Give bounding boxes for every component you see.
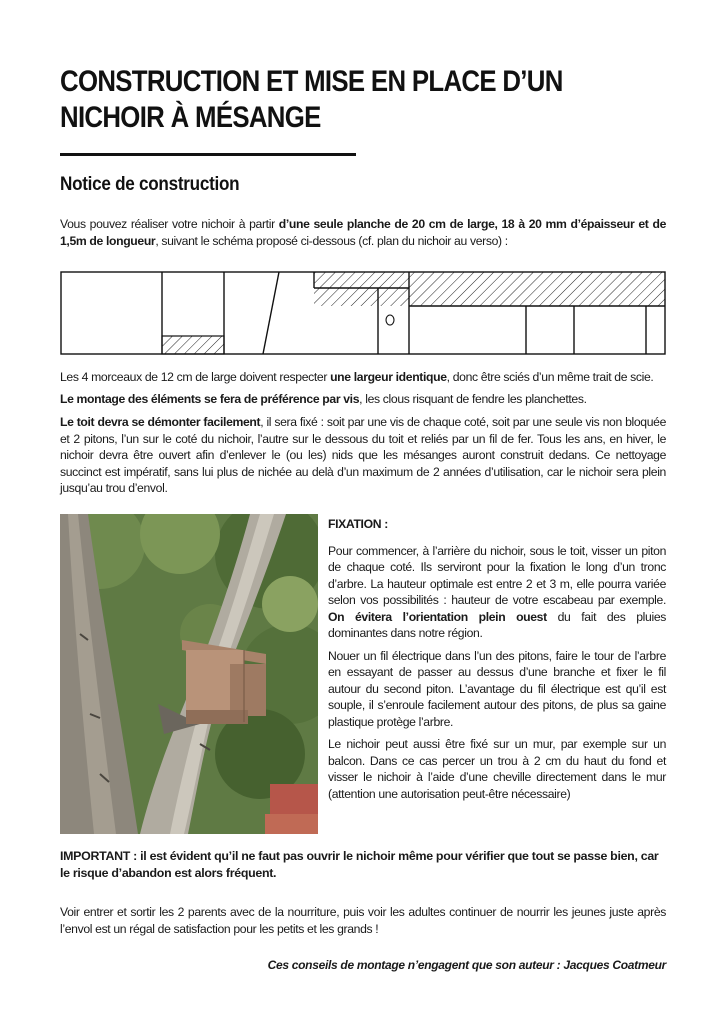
title-line-1: CONSTRUCTION ET MISE EN PLACE D’UN [60,65,563,98]
section-subtitle: Notice de construction [60,174,240,195]
p1-bold: une largeur identique [330,370,447,384]
hatched-region-top [314,272,665,306]
fixation-section [328,516,666,808]
fixation-paragraph-2: Nouer un fil électrique dans l’un des pitons, faire le tour de l’arbre en essayant de passer au dessus d’une branche et fixer le fil autour du second piton. L’avantage du fil électrique est qu’il est souple, il s’enroule facilement autour des pitons, de plus sa gaine plastique protège l’arbre. [328,648,666,729]
p2-text: , les clous risquant de fendre les planchettes. [359,392,587,406]
intro-bold: d’une seule planche de 20 cm de large, 18 à 20 mm d’épaisseur et de 1,5m de longueur [60,217,666,248]
fixation-paragraph-1 [328,543,666,642]
p3-text: , il sera fixé : soit par une vis de chaque coté, soit par une seule vis non bloquée et 2 pitons, l’un sur le coté du nichoir, l’autre sur le dessous du toit et reliés par un fil de fer. Tous les ans, en hiver, le nichoir devra être ouvert afin d’enlever le (ou les) nids que les mésanges auront construit dedans. Ce nettoyage succinct est impératif, sans lui plus de nichée au delà d’un maximum de 2 années d’utilisation, car le nichoir sera plein jusqu’au trou d’envol. [60,415,667,495]
p3-bold: Le toit devra se démonter facilement [60,415,261,429]
paragraph-assembly [60,391,666,408]
f1-bold: On évitera l’orientation plein ouest [328,609,547,624]
hatched-region-small [162,336,224,354]
f1-text-1: Pour commencer, à l’arrière du nichoir, sous le toit, visser un piton de chaque coté. Ils serviront pour la fixation le long d’un tronc d’arbre. La hauteur optimale est entre 2 et 3 m, elle pourra variée selon vos possibilités : hauteur de votre escabeau par exemple. [328,543,666,607]
closing-paragraph: Voir entrer et sortir les 2 parents avec de la nourriture, puis voir les adultes continuer de nourrir les jeunes juste après l’envol est un régal de satisfaction pour les petits et les grands ! [60,905,666,936]
title-underline [60,153,356,156]
entrance-hole-icon [386,315,394,325]
p1-text-1: Les 4 morceaux de 12 cm de large doivent respecter [60,370,331,384]
birdhouse-on-tree-icon [60,514,318,834]
fixation-paragraph-3: Le nichoir peut aussi être fixé sur un mur, par exemple sur un balcon. Dans ce cas percer un trou à 2 cm du haut du fond et visser le nichoir à l’aide d’une cheville directement dans le mur (attention une autorisation peut-être nécessaire) [328,737,666,801]
intro-text-2: , suivant le schéma proposé ci-dessous (cf. plan du nichoir au verso) : [155,233,508,248]
birdhouse-photo [60,514,318,834]
author-credit: Ces conseils de montage n’engagent que son auteur : Jacques Coatmeur [267,958,666,972]
intro-paragraph [60,216,666,249]
paragraph-width [60,369,666,386]
page-title [60,64,593,136]
important-notice: IMPORTANT : il est évident qu’il ne faut pas ouvrir le nichoir même pour vérifier que tout se passe bien, car le risque d’abandon est alors fréquent. [60,849,659,880]
title-line-2: NICHOIR À MÉSANGE [60,101,321,134]
p2-bold: Le montage des éléments se fera de préférence par vis [60,392,360,406]
paragraph-roof [60,414,666,497]
p1-text-2: , donc être sciés d’un même trait de scie. [446,370,654,384]
f1-text-2: du fait des pluies dominantes dans notre région. [328,609,666,640]
intro-text-1: Vous pouvez réaliser votre nichoir à partir [60,217,279,231]
fixation-heading: FIXATION : [328,517,388,531]
plank-cutting-diagram [60,270,667,356]
